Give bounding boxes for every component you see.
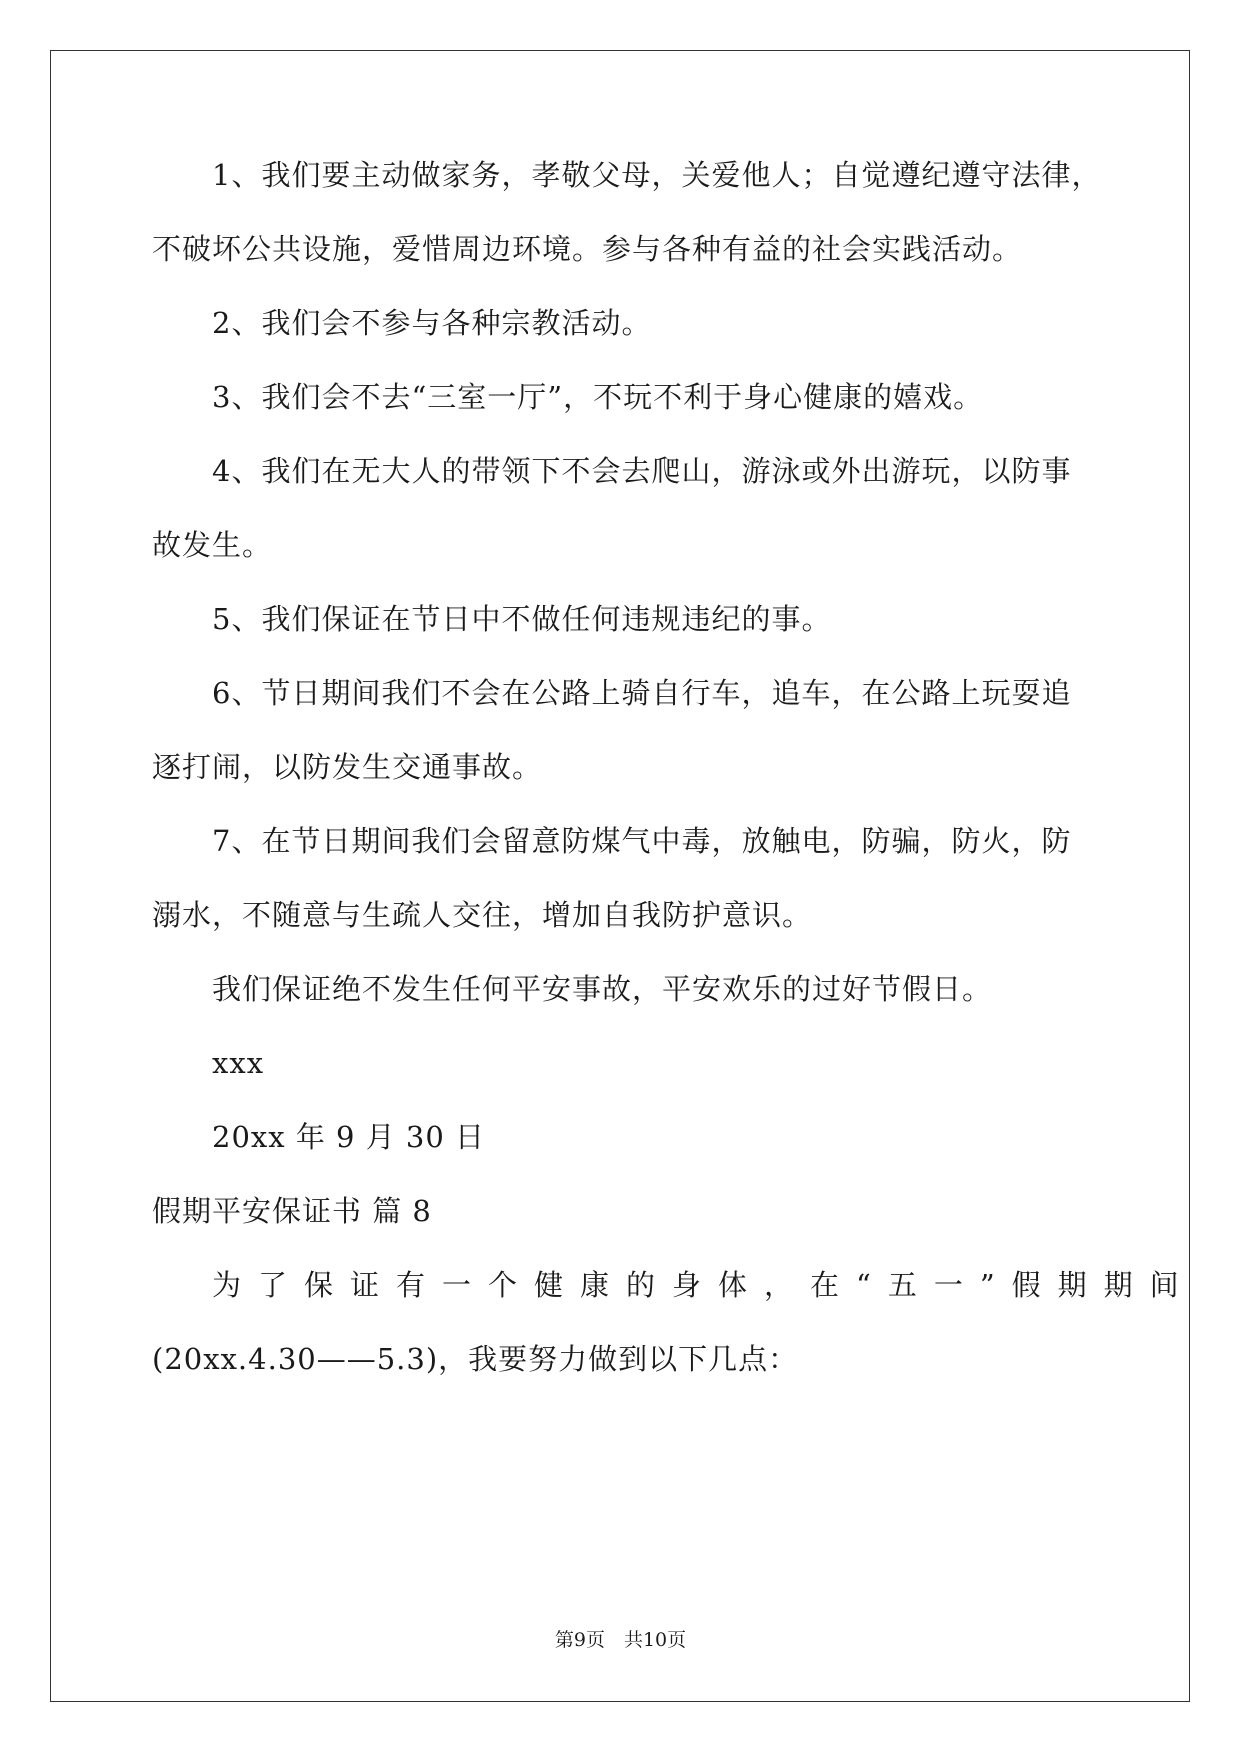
paragraph-1-line-2: 不破坏公共设施，爱惜周边环境。参与各种有益的社会实践活动。 [152,232,1023,266]
signature-date: 20xx 年 9 月 30 日 [212,1120,486,1154]
paragraph-5: 5、我们保证在节日中不做任何违规违纪的事。 [212,602,832,636]
paragraph-4-line-2: 故发生。 [152,528,273,562]
paragraph-6-line-2: 逐打闹，以防发生交通事故。 [152,750,543,784]
page-border [50,50,1190,1702]
paragraph-8-line-2: (20xx.4.30——5.3)，我要努力做到以下几点： [152,1342,799,1376]
paragraph-8-line-1 [212,1265,1196,1305]
paragraph-7-line-1: 7、在节日期间我们会留意防煤气中毒，放触电，防骗，防火，防 [212,824,1072,858]
paragraph-2: 2、我们会不参与各种宗教活动。 [212,306,652,340]
paragraph-3: 3、我们会不去“三室一厅”，不玩不利于身心健康的嬉戏。 [212,380,984,414]
signature-name: xxx [212,1046,265,1080]
paragraph-4-line-1: 4、我们在无大人的带领下不会去爬山，游泳或外出游玩，以防事 [212,454,1072,488]
paragraph-7-line-2: 溺水，不随意与生疏人交往，增加自我防护意识。 [152,898,813,932]
paragraph-1-line-1: 1、我们要主动做家务，孝敬父母，关爱他人；自觉遵纪遵守法律， [212,158,1102,192]
page-number-footer: 第9页 共10页 [554,1629,687,1651]
paragraph-6-line-1: 6、节日期间我们不会在公路上骑自行车，追车，在公路上玩耍追 [212,676,1072,710]
section-heading: 假期平安保证书 篇 8 [152,1194,432,1228]
paragraph-8-line-1-text: 为了保证有一个健康的身体，在“五一”假期期间 [212,1268,1196,1302]
closing-statement: 我们保证绝不发生任何平安事故，平安欢乐的过好节假日。 [212,972,993,1006]
